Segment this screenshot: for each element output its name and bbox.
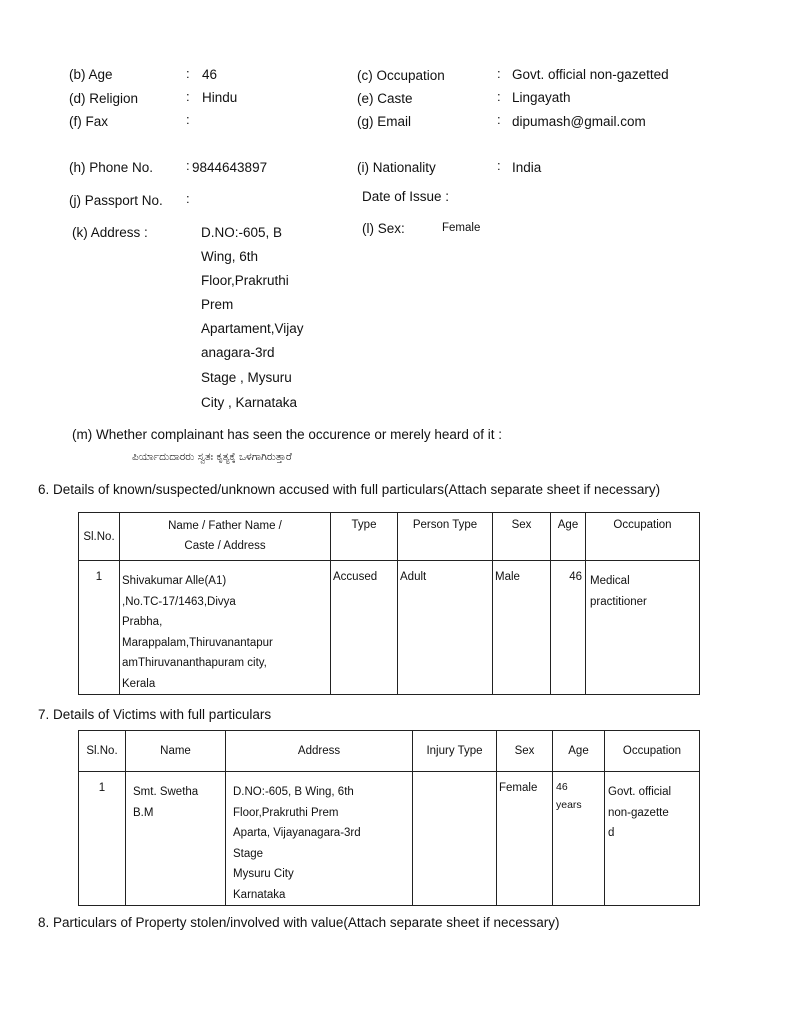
col-name-header [120,513,331,561]
col-name-header-line2: Caste / Address [184,540,266,552]
address-line: Wing, 6th [201,249,259,264]
email-value: dipumash@gmail.com [512,114,646,129]
victim-age-line: years [556,799,582,811]
victim-address-line: Floor,Prakruthi Prem [233,806,339,819]
age-colon: : [186,66,190,81]
victim-occupation-line: d [608,827,615,839]
nationality-label: (i) Nationality [357,160,436,175]
victim-name [126,772,226,906]
accused-name-line: amThiruvananthapuram city, [122,657,267,669]
date-of-issue-label: Date of Issue : [362,189,450,204]
col-occupation-header: Occupation [605,731,700,772]
accused-name-line: Marappalam,Thiruvanantapur [122,636,273,649]
victim-name-line: B.M [133,806,154,819]
victim-address-line: Stage [233,847,264,860]
occupation-value: Govt. official non-gazetted [512,67,669,82]
accused-occupation-line: practitioner [590,595,647,608]
phone-value: 9844643897 [192,160,268,175]
victim-age-line: 46 [556,781,568,793]
accused-person-type: Adult [398,561,493,695]
col-address-header: Address [226,731,413,772]
caste-label: (e) Caste [357,91,413,106]
accused-occupation-line: Medical [590,575,630,587]
accused-slno: 1 [79,561,120,695]
sex-value: Female [442,222,481,234]
accused-name-line: Shivakumar Alle(A1) [122,575,227,587]
accused-section-title: 6. Details of known/suspected/unknown accused with full particulars(Attach separate sheet if necessary) [38,482,661,497]
address-line: City , Karnataka [201,395,298,410]
address-line: D.NO:-605, B [201,225,283,240]
victim-slno: 1 [79,772,126,906]
address-line: Apartament,Vijay [201,321,304,336]
col-name-header: Name [126,731,226,772]
property-section-title: 8. Particulars of Property stolen/involved with value(Attach separate sheet if necessary) [38,915,560,930]
accused-name-address [120,561,331,695]
col-age-header: Age [551,513,586,561]
victims-table [78,730,700,906]
victim-injury-type [413,772,497,906]
email-colon: : [497,112,501,127]
fax-label: (f) Fax [69,114,108,129]
passport-colon: : [186,191,190,206]
col-occupation-header: Occupation [586,513,700,561]
witness-question: (m) Whether complainant has seen the occurence or merely heard of it : [72,427,502,442]
table-row [79,772,700,906]
col-sex-header: Sex [497,731,553,772]
col-name-header-line1: Name / Father Name / [168,520,282,532]
accused-sex: Male [493,561,551,695]
phone-label: (h) Phone No. [69,160,154,175]
victim-address-line: D.NO:-605, B Wing, 6th [233,786,354,798]
sex-label: (l) Sex: [362,221,405,236]
address-line: anagara-3rd [201,345,275,360]
address-line: Prem [201,297,234,312]
religion-value: Hindu [202,90,238,105]
accused-age: 46 [551,561,586,695]
accused-name-line: Prabha, [122,616,163,628]
victim-sex: Female [497,772,553,906]
victim-address [226,772,413,906]
accused-table [78,512,700,695]
col-slno-header: Sl.No. [79,513,120,561]
address-line: Stage , Mysuru [201,370,292,385]
age-label: (b) Age [69,67,113,82]
col-sex-header: Sex [493,513,551,561]
victim-occupation [605,772,700,906]
table-row [79,561,700,695]
fax-colon: : [186,112,190,127]
accused-name-line: Kerala [122,677,156,690]
accused-header-row [79,513,700,561]
col-type-header: Type [331,513,398,561]
caste-colon: : [497,89,501,104]
accused-occupation [586,561,700,695]
address-label: (k) Address : [72,225,148,240]
address-line: Floor,Prakruthi [201,273,289,288]
col-injury-type-header: Injury Type [413,731,497,772]
occupation-label: (c) Occupation [357,68,445,83]
accused-type: Accused [331,561,398,695]
victim-address-line: Karnataka [233,888,286,901]
caste-value: Lingayath [512,90,571,105]
victim-age [553,772,605,906]
occupation-colon: : [497,66,501,81]
religion-label: (d) Religion [69,91,139,106]
victims-section-title: 7. Details of Victims with full particulars [38,707,272,722]
religion-colon: : [186,89,190,104]
col-age-header: Age [553,731,605,772]
passport-label: (j) Passport No. [69,193,163,208]
col-slno-header: Sl.No. [79,731,126,772]
victim-occupation-line: non-gazette [608,806,669,819]
col-person-type-header: Person Type [398,513,493,561]
age-value: 46 [202,67,218,82]
victim-name-line: Smt. Swetha [133,786,199,798]
phone-colon: : [186,158,190,173]
victim-occupation-line: Govt. official [608,786,672,798]
victim-address-line: Mysuru City [233,868,294,880]
email-label: (g) Email [357,114,412,129]
nationality-colon: : [497,158,501,173]
accused-name-line: ,No.TC-17/1463,Divya [122,595,236,608]
victim-address-line: Aparta, Vijayanagara-3rd [233,827,361,839]
witness-answer: ಪಿರ್ಯಾದುದಾರರು ಸ್ವತಃ ಕೃತ್ಯಕ್ಕೆ ಒಳಗಾಗಿರುತ್ತಾರೆ [132,451,292,463]
nationality-value: India [512,160,542,175]
victims-header-row [79,731,700,772]
